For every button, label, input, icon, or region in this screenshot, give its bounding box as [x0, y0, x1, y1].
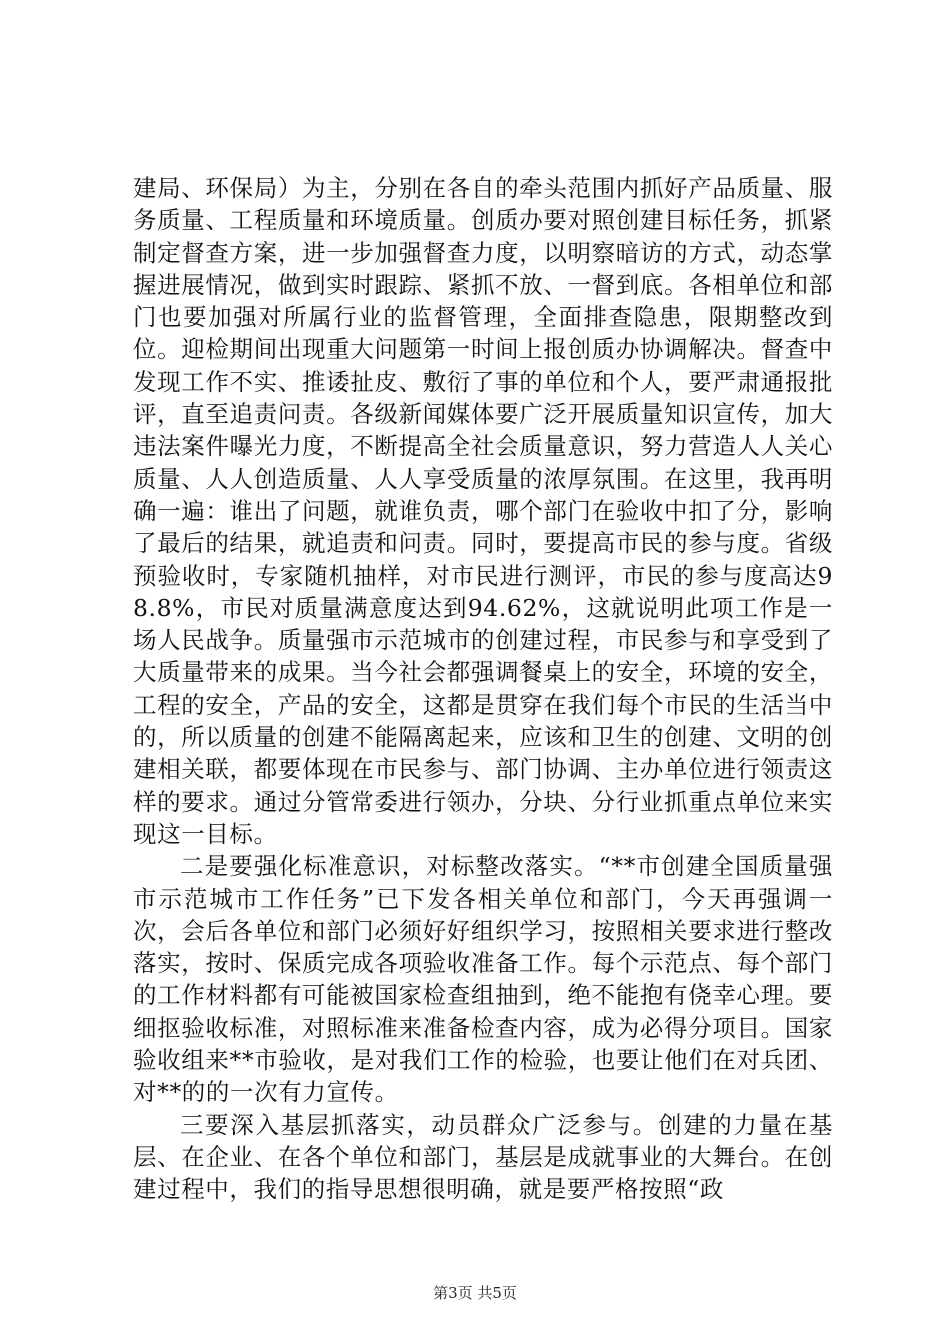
page-number-footer: 第3页 共5页 [433, 1284, 517, 1302]
paragraph-3: 三要深入基层抓落实，动员群众广泛参与。创建的力量在基层、在企业、在各个单位和部门，基层是成就事业的大舞台。在创建过程中，我们的指导思想很明确，就是要严格按照“政 [133, 1110, 833, 1204]
paragraph-2: 二是要强化标准意识，对标整改落实。“**市创建全国质量强市示范城市工作任务”已下发各相关单位和部门，今天再强调一次，会后各单位和部门必须好好组织学习，按照相关要求进行整改落实，按时、保质完成各项验收准备工作。每个示范点、每个部门的工作材料都有可能被国家检查组抽到，绝不能抱有侥幸心理。要细抠验收标准，对照标准来准备检查内容，成为必得分项目。国家验收组来**市验收，是对我们工作的检验，也要让他们在对兵团、对**的的一次有力宣传。 [133, 852, 833, 1107]
paragraph-1: 建局、环保局）为主，分别在各自的牵头范围内抓好产品质量、服务质量、工程质量和环境质量。创质办要对照创建目标任务，抓紧制定督查方案，进一步加强督查力度，以明察暗访的方式，动态掌握进展情况，做到实时跟踪、紧抓不放、一督到底。各相单位和部门也要加强对所属行业的监督管理，全面排查隐患，限期整改到位。迎检期间出现重大问题第一时间上报创质办协调解决。督查中发现工作不实、推诿扯皮、敷衍了事的单位和个人，要严肃通报批评，直至追责问责。各级新闻媒体要广泛开展质量知识宣传，加大违法案件曝光力度，不断提高全社会质量意识，努力营造人人关心质量、人人创造质量、人人享受质量的浓厚氛围。在这里，我再明确一遍：谁出了问题，就谁负责，哪个部门在验收中扣了分，影响了最后的结果，就追责和问责。同时，要提高市民的参与度。省级预验收时，专家随机抽样，对市民进行测评，市民的参与度高达98.8%，市民对质量满意度达到94.62%，这就说明此项工作是一场人民战争。质量强市示范城市的创建过程，市民参与和享受到了大质量带来的成果。当今社会都强调餐桌上的安全，环境的安全，工程的安全，产品的安全，这都是贯穿在我们每个市民的生活当中的，所以质量的创建不能隔离起来，应该和卫生的创建、文明的创建相关联，都要体现在市民参与、部门协调、主办单位进行领责这样的要求。通过分管常委进行领办，分块、分行业抓重点单位来实现这一目标。 [133, 174, 833, 848]
document-body [133, 172, 833, 1206]
